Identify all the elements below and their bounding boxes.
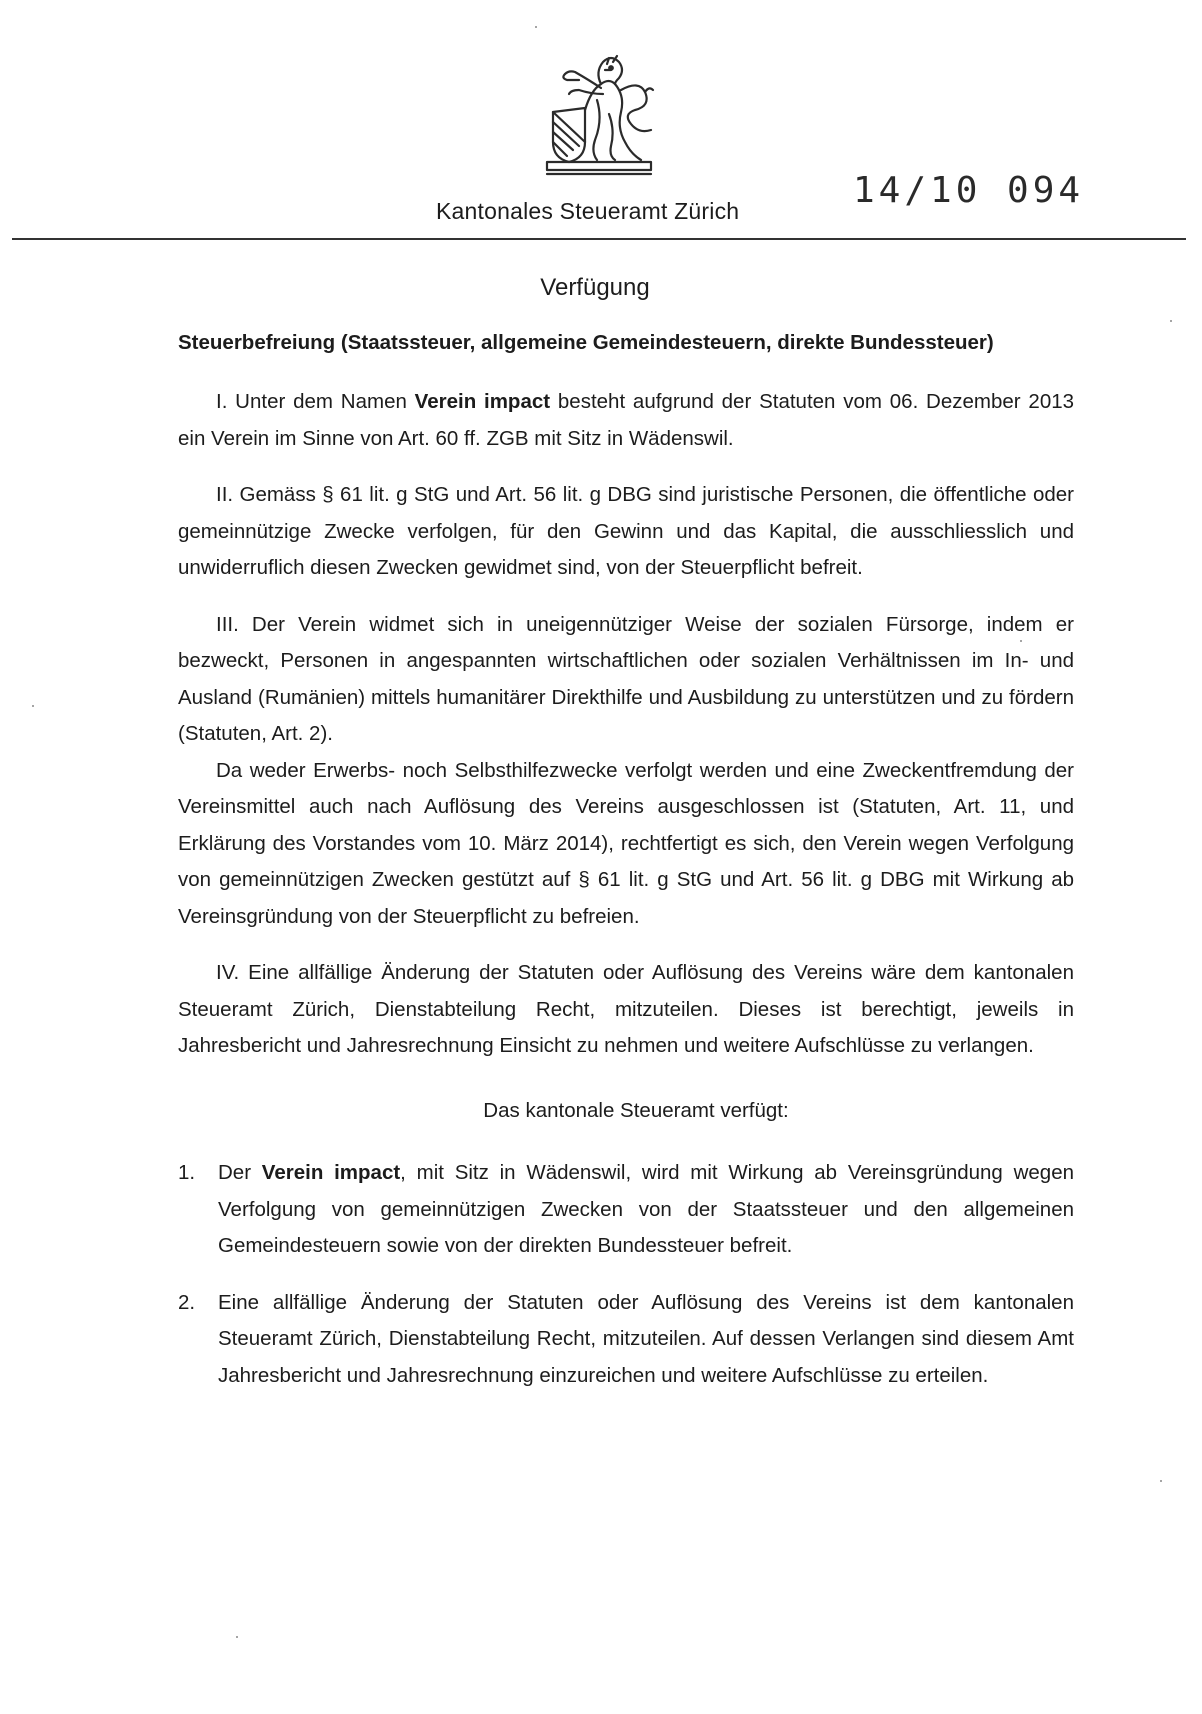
scan-speck: [32, 705, 34, 707]
document-body: [178, 328, 1074, 1394]
scan-speck: [1020, 640, 1022, 642]
section-i-suffix: besteht aufgrund der Statuten vom 06. Dezember 2013 ein Verein im Sinne von Art. 60 ff. ZGB mit Sitz in Wädenswil.: [178, 390, 1075, 450]
scan-speck: [1170, 320, 1172, 322]
order-number: 1.: [178, 1161, 196, 1184]
order-item: [178, 1155, 1074, 1265]
section-i: [178, 384, 1074, 457]
order-1-suffix: , mit Sitz in Wädenswil, wird mit Wirkung ab Vereinsgründung wegen Verfolgung von gemeinnützigen Zwecken von der Staatssteuer und den allgemeinen Gemeindesteuern sowie von der direkten Bundessteuer befreit.: [218, 1161, 1074, 1257]
zurich-lion-coat-of-arms-icon: [545, 50, 657, 178]
order-1-prefix: Der: [218, 1161, 262, 1184]
reference-number: 14/10 094: [853, 170, 1085, 211]
section-i-prefix: I. Unter dem Namen: [216, 390, 415, 413]
section-iv: IV. Eine allfällige Änderung der Statuten oder Auflösung des Vereins wäre dem kantonalen Steueramt Zürich, Dienstabteilung Recht, mitzuteilen. Dieses ist berechtigt, jeweils in Jahresbericht und Jahresrechnung Einsicht zu nehmen und weitere Aufschlüsse zu verlangen.: [178, 961, 1074, 1057]
order-text: [218, 1155, 1074, 1265]
decision-heading: Das kantonale Steueramt verfügt:: [483, 1098, 789, 1122]
scan-speck: [236, 1636, 238, 1638]
scan-speck: [535, 26, 537, 28]
order-item: [178, 1285, 1074, 1395]
section-iii: III. Der Verein widmet sich in uneigennütziger Weise der sozialen Fürsorge, indem er bezweckt, Personen in angespannten wirtschaftlichen oder sozialen Verhältnissen im In- und Ausland (Rumänien) mittels humanitärer Direkthilfe und Ausbildung zu unterstützen und zu fördern (Statuten, Art. 2).: [178, 612, 1074, 745]
section-iii-continuation: Da weder Erwerbs- noch Selbsthilfezwecke verfolgt werden und eine Zweckentfremdung der Vereinsmittel auch nach Auflösung des Vereins ausgeschlossen ist (Statuten, Art. 11, und Erklärung des Vorstandes vom 10. März 2014), rechtfertigt es sich, den Verein wegen Verfolgung von gemeinnützigen Zwecken gestützt auf § 61 lit. g StG und Art. 56 lit. g DBG mit Wirkung ab Vereinsgründung von der Steuerpflicht zu befreien.: [178, 758, 1074, 928]
order-number: 2.: [178, 1290, 196, 1314]
document-title: Verfügung: [540, 274, 650, 301]
office-name: Kantonales Steueramt Zürich: [436, 198, 740, 224]
order-text: Eine allfällige Änderung der Statuten oder Auflösung des Vereins ist dem kantonalen Steueramt Zürich, Dienstabteilung Recht, mitzuteilen. Auf dessen Verlangen sind diesem Amt Jahresbericht und Jahresrechnung einzureichen und weitere Aufschlüsse zu erteilen.: [218, 1290, 1074, 1387]
scan-speck: [1160, 1480, 1162, 1482]
association-name: Verein impact: [261, 1161, 401, 1184]
header-divider: [12, 238, 1186, 240]
decision-orders: [178, 1155, 1074, 1394]
section-ii: II. Gemäss § 61 lit. g StG und Art. 56 lit. g DBG sind juristische Personen, die öffentliche oder gemeinnützige Zwecke verfolgen, für den Gewinn und das Kapital, die ausschliesslich und unwiderruflich diesen Zwecken gewidmet sind, von der Steuerpflicht befreit.: [178, 483, 1074, 579]
association-name: Verein impact: [414, 390, 551, 413]
document-subject: Steuerbefreiung (Staatssteuer, allgemeine Gemeindesteuern, direkte Bundessteuer): [178, 331, 994, 354]
